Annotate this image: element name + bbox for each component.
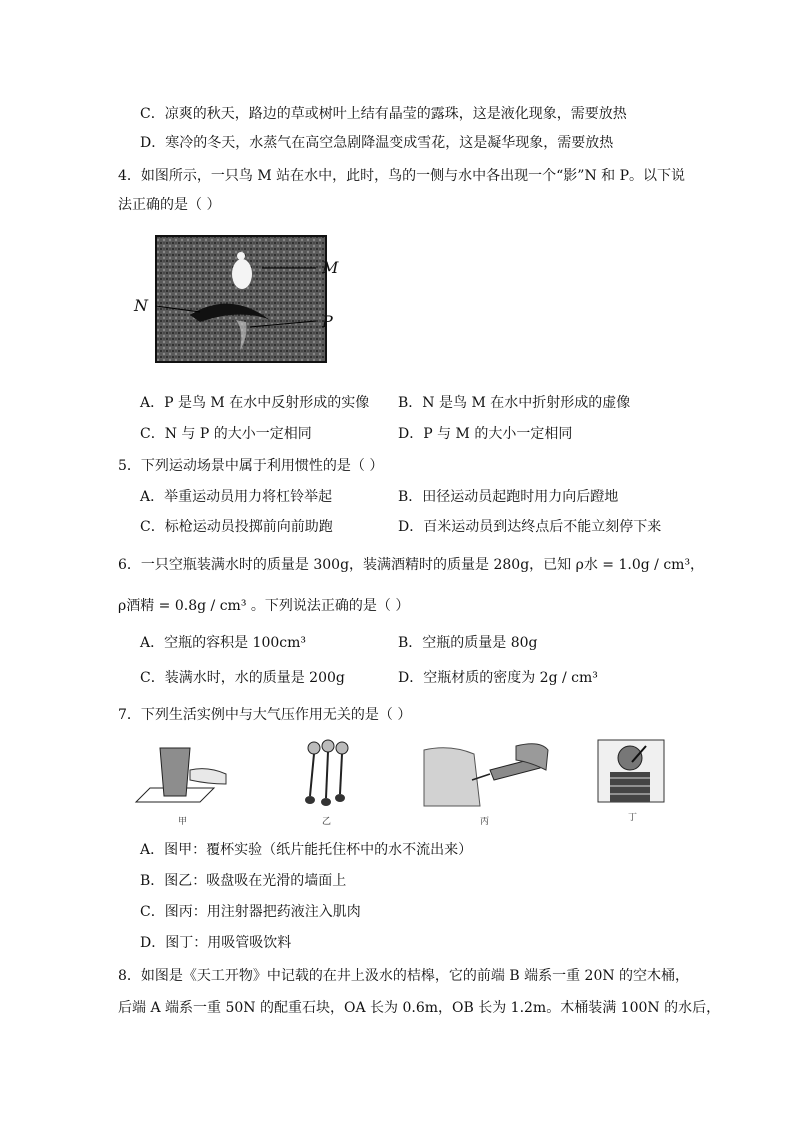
bird-water-figure <box>130 230 360 365</box>
question-5-stem: 5．下列运动场景中属于利用惯性的是（ ） <box>118 458 384 474</box>
drinking-straw-illustration <box>596 738 666 804</box>
option-c-q6: C．装满水时，水的质量是 200g <box>140 670 345 686</box>
option-a-q5: A．举重运动员用力将杠铃举起 <box>140 489 333 505</box>
option-b-q6: B．空瓶的质量是 80g <box>398 635 538 651</box>
option-b-q4: B．N 是鸟 M 在水中折射形成的虚像 <box>398 395 631 411</box>
bird-reflection-illustration <box>130 230 360 365</box>
option-d-q3: D．寒冷的冬天，水蒸气在高空急剧降温变成雪花，这是凝华现象，需要放热 <box>140 135 614 151</box>
question-4-stem: 4．如图所示，一只鸟 M 站在水中，此时，鸟的一侧与水中各出现一个“影”N 和 P。以下说 <box>118 168 686 184</box>
question-4-stem-cont: 法正确的是（ ） <box>118 197 221 213</box>
label-m: M <box>322 258 339 277</box>
option-d-q5: D．百米运动员到达终点后不能立刻停下来 <box>398 519 662 535</box>
question-8-stem-cont: 后端 A 端系一重 50N 的配重石块，OA 长为 0.6m，OB 长为 1.2m。木桶装满 100N 的水后， <box>118 1000 721 1016</box>
option-d-q4: D．P 与 M 的大小一定相同 <box>398 426 573 442</box>
option-a-q6: A．空瓶的容积是 100cm³ <box>140 635 307 651</box>
option-c-q3: C．凉爽的秋天，路边的草或树叶上结有晶莹的露珠，这是液化现象，需要放热 <box>140 106 627 122</box>
option-c-q5: C．标枪运动员投掷前向前助跑 <box>140 519 333 535</box>
figure-jia <box>130 740 230 825</box>
caption-ding: 丁 <box>628 813 638 823</box>
option-c-q7: C．图丙：用注射器把药液注入肌肉 <box>140 904 361 920</box>
option-b-q7: B．图乙：吸盘吸在光滑的墙面上 <box>140 873 347 889</box>
option-a-q7: A．图甲：覆杯实验（纸片能托住杯中的水不流出来） <box>140 842 473 858</box>
figure-yi <box>296 738 356 825</box>
question-6-stem-cont: ρ酒精 = 0.8g / cm³ 。下列说法正确的是（ ） <box>118 598 410 614</box>
suction-cup-illustration <box>296 738 356 810</box>
question-8-stem: 8．如图是《天工开物》中记载的在井上汲水的桔槔，它的前端 B 端系一重 20N 的空木桶， <box>118 968 690 984</box>
option-b-q5: B．田径运动员起跑时用力向后蹬地 <box>398 489 619 505</box>
figure-bing <box>420 740 550 825</box>
caption-yi: 乙 <box>322 817 332 827</box>
cup-experiment-illustration <box>130 740 230 810</box>
label-n: N <box>134 296 148 315</box>
option-a-q4: A．P 是鸟 M 在水中反射形成的实像 <box>140 395 370 411</box>
syringe-injection-illustration <box>420 740 550 810</box>
question-7-stem: 7．下列生活实例中与大气压作用无关的是（ ） <box>118 707 412 723</box>
option-d-q6: D．空瓶材质的密度为 2g / cm³ <box>398 670 598 686</box>
question-6-stem: 6．一只空瓶装满水时的质量是 300g，装满酒精时的质量是 280g，已知 ρ水 = 1.0g / cm³， <box>118 557 705 573</box>
figure-ding <box>596 738 666 825</box>
caption-bing: 丙 <box>480 817 490 827</box>
label-p: P <box>322 312 333 331</box>
caption-jia: 甲 <box>178 817 188 827</box>
option-d-q7: D．图丁：用吸管吸饮料 <box>140 935 292 951</box>
option-c-q4: C．N 与 P 的大小一定相同 <box>140 426 312 442</box>
